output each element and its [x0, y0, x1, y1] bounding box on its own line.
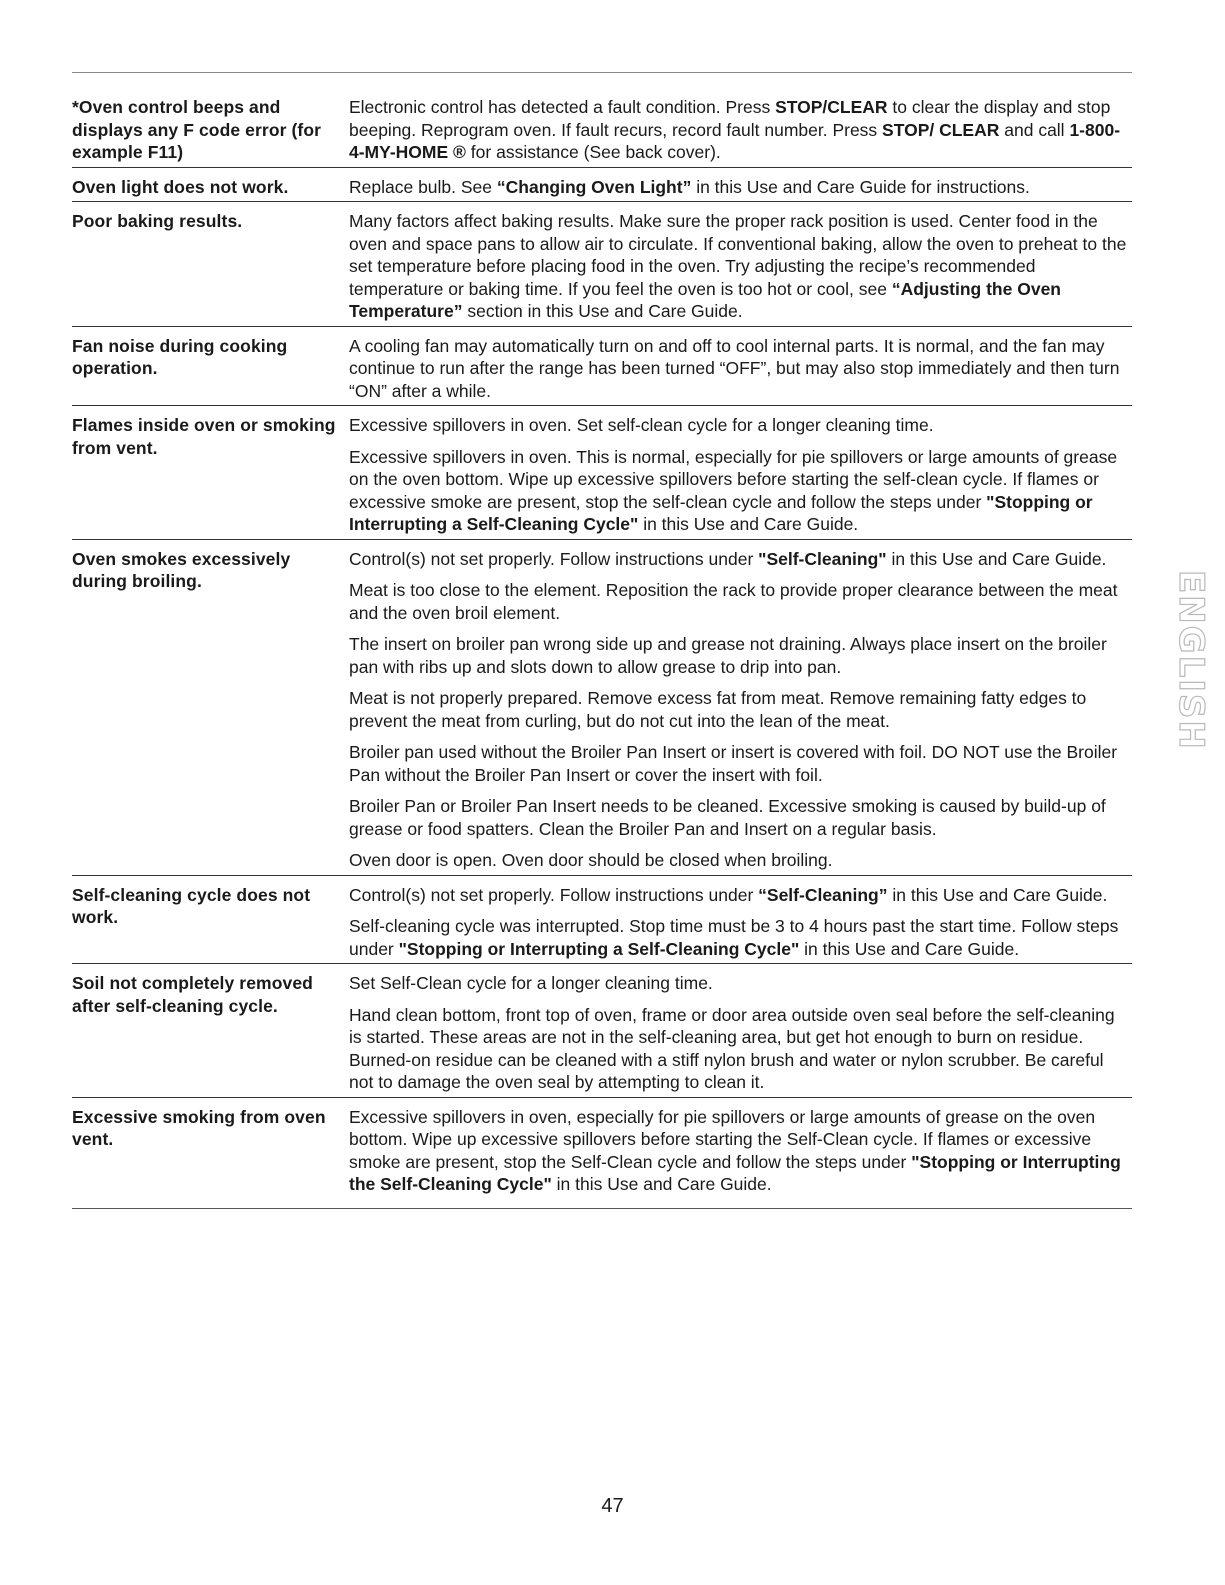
solution-emphasis: STOP/CLEAR	[775, 97, 888, 117]
solution-emphasis: "Stopping or Interrupting a Self-Cleaning Cycle"	[349, 491, 1093, 534]
solution-cell	[349, 210, 1132, 323]
table-row	[72, 548, 1132, 876]
solution-text: Set Self-Clean cycle for a longer cleaning time.	[349, 973, 713, 993]
problem-cell: Poor baking results.	[72, 211, 243, 231]
solution-paragraph	[349, 210, 1132, 323]
solution-paragraph	[349, 795, 1132, 840]
solution-cell	[349, 972, 1132, 1094]
solution-cell	[349, 335, 1132, 403]
solution-text: to clear the display and stop beeping. Reprogram oven. If fault recurs, record fault number. Press	[349, 97, 1111, 140]
table-row	[72, 414, 1132, 540]
solution-cell	[349, 884, 1132, 961]
solution-paragraph	[349, 1106, 1132, 1196]
solution-paragraph	[349, 884, 1132, 907]
solution-text: in this Use and Care Guide.	[887, 884, 1108, 905]
solution-emphasis: “Adjusting the Oven Temperature”	[349, 278, 1061, 321]
solution-emphasis: "Stopping or Interrupting a Self-Cleaning Cycle"	[398, 938, 800, 959]
page-number: 47	[601, 1495, 624, 1517]
table-row	[72, 210, 1132, 327]
solution-paragraph	[349, 972, 1132, 995]
problem-cell: Flames inside oven or smoking from vent.	[72, 415, 336, 458]
solution-paragraph	[349, 176, 1132, 199]
solution-text: Control(s) not set properly. Follow instructions under	[349, 884, 759, 905]
solution-emphasis: “Self-Cleaning”	[758, 884, 888, 905]
problem-cell: Excessive smoking from oven vent.	[72, 1106, 326, 1149]
troubleshooting-table	[72, 96, 1132, 1217]
solution-paragraph	[349, 741, 1132, 786]
table-row	[72, 884, 1132, 965]
solution-text: Replace bulb. See	[349, 176, 497, 197]
language-label: ENGLISH	[1171, 569, 1211, 751]
solution-text: and call	[999, 119, 1070, 140]
problem-cell: Fan noise during cooking operation.	[72, 335, 288, 378]
solution-emphasis: STOP/ CLEAR	[882, 119, 1000, 140]
solution-text: in this Use and Care Guide.	[551, 1174, 772, 1194]
top-rule	[72, 72, 1132, 73]
solution-text: Electronic control has detected a fault condition. Press	[349, 97, 776, 117]
solution-text: Broiler Pan or Broiler Pan Insert needs to be cleaned. Excessive smoking is caused by build-up of grease or food spatters. Clean the Broiler Pan and Insert on a regular basis.	[349, 796, 1106, 839]
table-row	[72, 1106, 1132, 1209]
solution-text: The insert on broiler pan wrong side up and grease not draining. Always place insert on the broiler pan with ribs up and slots down to allow grease to drip into pan.	[349, 634, 1107, 677]
solution-paragraph	[349, 446, 1132, 536]
solution-text: Meat is too close to the element. Reposition the rack to provide proper clearance between the meat and the oven broil element.	[349, 580, 1118, 623]
solution-text: Excessive spillovers in oven, especially for pie spillovers or large amounts of grease on the oven bottom. Wipe up excessive spillovers before starting the Self-Clean cycle. If flames or excessive smoke are present, stop the Self-Clean cycle and follow the steps under	[349, 1106, 1096, 1172]
solution-text: in this Use and Care Guide for instructions.	[691, 176, 1030, 197]
solution-emphasis: 1-800-4-MY-HOME ®	[349, 119, 1121, 162]
solution-text: Many factors affect baking results. Make sure the proper rack position is used. Center food in the oven and space pans to allow air to circulate. If conventional baking, allow the oven to preheat to the set temperature before placing food in the oven. Try adjusting the recipe’s recommended temperature or baking time. If you feel the oven is too hot or cool, see	[349, 211, 1127, 299]
solution-emphasis: "Stopping or Interrupting the Self-Cleaning Cycle"	[349, 1151, 1121, 1194]
solution-text: in this Use and Care Guide.	[638, 514, 859, 534]
solution-text: in this Use and Care Guide.	[799, 938, 1020, 959]
solution-cell	[349, 176, 1132, 199]
solution-emphasis: "Self-Cleaning"	[758, 548, 887, 569]
solution-text: Excessive spillovers in oven. Set self-clean cycle for a longer cleaning time.	[349, 415, 934, 435]
solution-text: section in this Use and Care Guide.	[462, 301, 743, 321]
solution-emphasis: “Changing Oven Light”	[496, 176, 692, 197]
solution-paragraph	[349, 579, 1132, 624]
table-row	[72, 176, 1132, 203]
problem-cell: Oven smokes excessively during broiling.	[72, 548, 291, 591]
solution-text: Self-cleaning cycle was interrupted. Stop time must be 3 to 4 hours past the start time. Follow steps under	[349, 916, 1119, 959]
solution-text: in this Use and Care Guide.	[886, 548, 1107, 569]
problem-cell: Self-cleaning cycle does not work.	[72, 884, 311, 927]
solution-text: Hand clean bottom, front top of oven, frame or door area outside oven seal before the self-cleaning is started. These areas are not in the self-cleaning area, but get hot enough to burn on residue. Burned-on residue can be cleaned with a stiff nylon brush and water or nylon scrubber. Be careful not to damage the oven seal by attempting to clean it.	[349, 1004, 1115, 1092]
solution-text: Broiler pan used without the Broiler Pan Insert or insert is covered with foil. DO NOT use the Broiler Pan without the Broiler Pan Insert or cover the insert with foil.	[349, 742, 1118, 785]
solution-text: Meat is not properly prepared. Remove excess fat from meat. Remove remaining fatty edges to prevent the meat from curling, but do not cut into the lean of the meat.	[349, 688, 1087, 731]
solution-text: A cooling fan may automatically turn on and off to cool internal parts. It is normal, and the fan may continue to run after the range has been turned “OFF”, but may also stop immediately and then turn “ON” after a while.	[349, 335, 1120, 401]
solution-text: Control(s) not set properly. Follow instructions under	[349, 548, 759, 569]
solution-paragraph	[349, 633, 1132, 678]
problem-cell: Oven light does not work.	[72, 176, 289, 197]
solution-paragraph	[349, 1004, 1132, 1094]
solution-text: Excessive spillovers in oven. This is normal, especially for pie spillovers or large amounts of grease on the oven bottom. Wipe up excessive spillovers before starting the self-clean cycle. If flames or excessive smoke are present, stop the self-clean cycle and follow the steps under	[349, 446, 1118, 512]
problem-cell: *Oven control beeps and displays any F code error (for example F11)	[72, 97, 322, 162]
solution-text: Oven door is open. Oven door should be closed when broiling.	[349, 850, 833, 870]
table-row	[72, 335, 1132, 407]
solution-cell	[349, 414, 1132, 536]
solution-paragraph	[349, 687, 1132, 732]
solution-paragraph	[349, 96, 1132, 164]
solution-cell	[349, 548, 1132, 872]
table-row	[72, 972, 1132, 1098]
solution-paragraph	[349, 414, 1132, 437]
problem-cell: Soil not completely removed after self-cleaning cycle.	[72, 973, 313, 1016]
language-side-tab	[1171, 569, 1211, 751]
solution-paragraph	[349, 849, 1132, 872]
solution-text: for assistance (See back cover).	[465, 142, 721, 162]
solution-paragraph	[349, 915, 1132, 960]
table-row	[72, 96, 1132, 168]
solution-paragraph	[349, 548, 1132, 571]
solution-cell	[349, 96, 1132, 164]
solution-cell	[349, 1106, 1132, 1196]
solution-paragraph	[349, 335, 1132, 403]
